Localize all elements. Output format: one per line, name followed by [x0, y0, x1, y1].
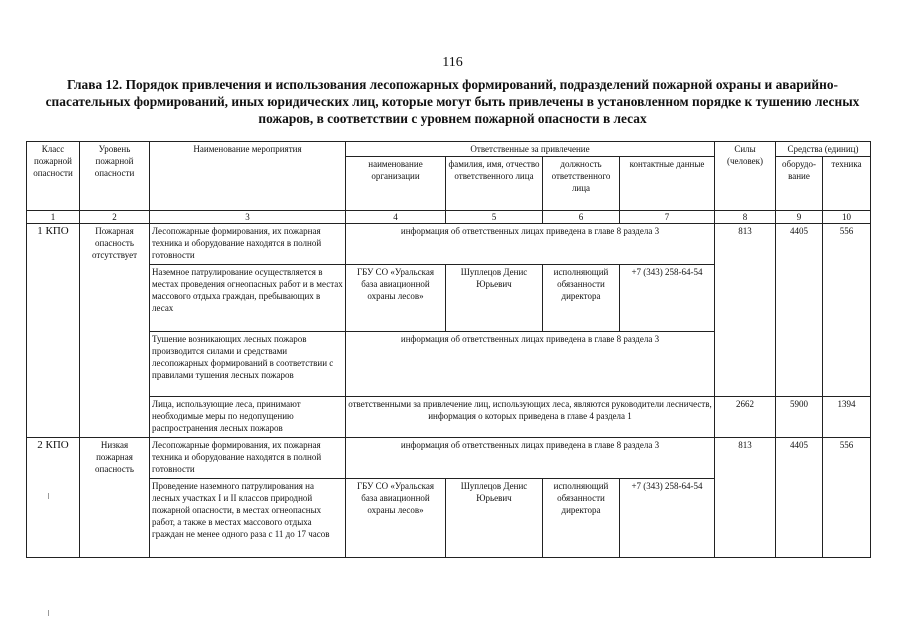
header-tekhnika: техника	[823, 157, 871, 211]
klass-cell: 1 КПО	[27, 224, 80, 438]
header-otvetstvennye: Ответственные за привлечение	[346, 142, 715, 157]
info-cell: ответственными за привлечение лиц, использующих леса, являются руководители лесничеств, информация о которых приведена в главе 4 раздела 1	[346, 397, 715, 438]
kontakty-cell: +7 (343) 258-64-54	[620, 265, 715, 332]
header-sily: Силы (человек)	[715, 142, 776, 211]
header-organizatsiya: наименование организации	[346, 157, 446, 211]
chapter-title: Глава 12. Порядок привлечения и использования лесопожарных формирований, подразделений пожарной охраны и аварийно-спасательных формирований, иных юридических лиц, которые могут быть привлечены в установленном порядке к тушению лесных пожаров, в соответствии с уровнем пожарной опасности в лесах	[45, 77, 860, 126]
kontakty-cell: +7 (343) 258-64-54	[620, 479, 715, 558]
meropriyatie-cell: Лесопожарные формирования, их пожарная техника и оборудование находятся в полной готовности	[150, 438, 346, 479]
oborudovanie-cell: 5900	[776, 397, 823, 438]
header-meropriyatie: Наименование мероприятия	[150, 142, 346, 211]
tekhnika-cell: 556	[823, 224, 871, 397]
info-cell: информация об ответственных лицах приведена в главе 8 раздела 3	[346, 438, 715, 479]
meropriyatie-cell: Проведение наземного патрулирования на лесных участках I и II классов природной пожарной опасности, в местах огнеопасных работ, а также в местах массового отдыха граждан не менее одного раза с 11 до 17 часов	[150, 479, 346, 558]
header-sredstva: Средства (единиц)	[776, 142, 871, 157]
fire-danger-table	[26, 141, 871, 558]
column-number: 6	[543, 211, 620, 224]
column-numbers-row	[27, 211, 871, 224]
header-dolzhnost: должность ответственного лица	[543, 157, 620, 211]
meropriyatie-cell: Лесопожарные формирования, их пожарная техника и оборудование находятся в полной готовности	[150, 224, 346, 265]
header-fio: фамилия, имя, отчество ответственного лица	[446, 157, 543, 211]
column-number: 7	[620, 211, 715, 224]
header-klass: Класс пожарной опасности	[27, 142, 80, 211]
info-cell: информация об ответственных лицах приведена в главе 8 раздела 3	[346, 224, 715, 265]
column-number: 9	[776, 211, 823, 224]
column-number: 4	[346, 211, 446, 224]
meropriyatie-cell: Наземное патрулирование осуществляется в местах проведения огнеопасных работ и в местах массового отдыха граждан, пребывающих в лесах	[150, 265, 346, 332]
oborudovanie-cell: 4405	[776, 224, 823, 397]
dolzhnost-cell: исполняющий обязанности директора	[543, 265, 620, 332]
uroven-cell: Пожарная опасность отсутствует	[80, 224, 150, 438]
sily-cell: 813	[715, 224, 776, 397]
sily-cell: 813	[715, 438, 776, 558]
header-uroven: Уровень пожарной опасности	[80, 142, 150, 211]
table-row	[27, 397, 871, 438]
dolzhnost-cell: исполняющий обязанности директора	[543, 479, 620, 558]
info-cell: информация об ответственных лицах приведена в главе 8 раздела 3	[346, 332, 715, 397]
header-kontakty: контактные данные	[620, 157, 715, 211]
tekhnika-cell: 1394	[823, 397, 871, 438]
scan-mark	[48, 610, 49, 616]
header-oborudovanie: оборудо-вание	[776, 157, 823, 211]
tekhnika-cell: 556	[823, 438, 871, 558]
oborudovanie-cell: 4405	[776, 438, 823, 558]
organizatsiya-cell: ГБУ СО «Уральская база авиационной охраны лесов»	[346, 265, 446, 332]
column-number: 3	[150, 211, 346, 224]
fio-cell: Шуплецов Денис Юрьевич	[446, 479, 543, 558]
klass-cell: 2 КПО	[27, 438, 80, 558]
column-number: 2	[80, 211, 150, 224]
meropriyatie-cell: Тушение возникающих лесных пожаров производится силами и средствами лесопожарных формирований в соответствии с правилами тушения лесных пожаров	[150, 332, 346, 397]
page-number: 116	[442, 55, 463, 70]
header-row	[27, 142, 871, 157]
sily-cell: 2662	[715, 397, 776, 438]
column-number: 8	[715, 211, 776, 224]
organizatsiya-cell: ГБУ СО «Уральская база авиационной охраны лесов»	[346, 479, 446, 558]
column-number: 10	[823, 211, 871, 224]
uroven-cell: Низкая пожарная опасность	[80, 438, 150, 558]
fio-cell: Шуплецов Денис Юрьевич	[446, 265, 543, 332]
table-row	[27, 438, 871, 479]
column-number: 1	[27, 211, 80, 224]
scan-mark	[48, 493, 49, 499]
table-row	[27, 224, 871, 265]
meropriyatie-cell: Лица, использующие леса, принимают необходимые меры по недопущению распространения лесных пожаров	[150, 397, 346, 438]
column-number: 5	[446, 211, 543, 224]
